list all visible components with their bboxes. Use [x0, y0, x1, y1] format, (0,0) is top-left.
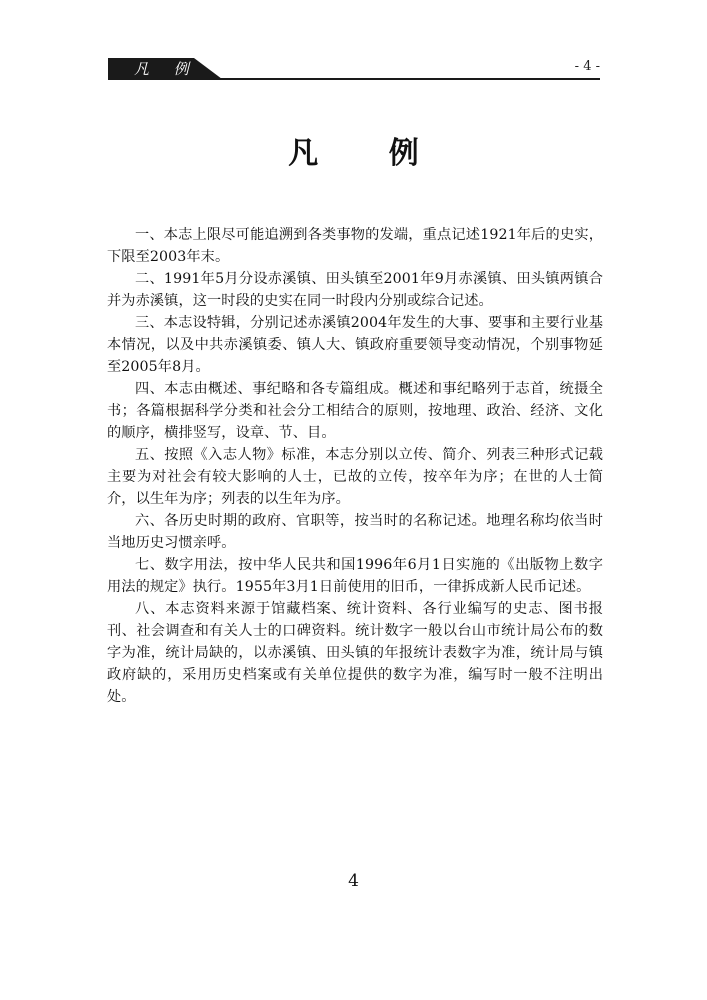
page-title: 凡 例: [288, 136, 449, 171]
header-section-label: 凡 例: [134, 60, 199, 78]
paragraph-8: 八、本志资料来源于馆藏档案、统计资料、各行业编写的史志、图书报刊、社会调查和有关人士的口碑资料。统计数字一般以台山市统计局公布的数字为准，统计局缺的，以赤溪镇、田头镇的年报统计表数字为准，统计局与镇政府缺的，采用历史档案或有关单位提供的数字为准，编写时一般不注明出处。: [107, 601, 603, 705]
paragraph-5: 五、按照《入志人物》标准，本志分别以立传、简介、列表三种形式记载主要为对社会有较大影响的人士，已故的立传，按卒年为序；在世的人士简介，以生年为序；列表的以生年为序。: [107, 447, 603, 507]
paragraph-2: 二、1991年5月分设赤溪镇、田头镇至2001年9月赤溪镇、田头镇两镇合并为赤溪镇，这一时段的史实在同一时段内分别或综合记述。: [107, 271, 603, 309]
running-header: [108, 58, 600, 80]
header-rule: [108, 78, 600, 80]
paragraph-6: 六、各历史时期的政府、官职等，按当时的名称记述。地理名称均依当时当地历史习惯亲呼。: [107, 513, 603, 551]
body-text: [107, 224, 603, 708]
paragraph-3: 三、本志设特辑，分别记述赤溪镇2004年发生的大事、要事和主要行业基本情况，以及中共赤溪镇委、镇人大、镇政府重要领导变动情况，个别事物延至2005年8月。: [107, 315, 603, 375]
paragraph-7: 七、数字用法，按中华人民共和国1996年6月1日实施的《出版物上数字用法的规定》执行。1955年3月1日前使用的旧币，一律拆成新人民币记述。: [107, 557, 603, 595]
paragraph-4: 四、本志由概述、事纪略和各专篇组成。概述和事纪略列于志首，统摄全书；各篇根据科学分类和社会分工相结合的原则，按地理、政治、经济、文化的顺序，横排竖写，设章、节、目。: [107, 381, 603, 441]
paragraph-1: 一、本志上限尽可能追溯到各类事物的发端，重点记述1921年后的史实，下限至2003年末。: [107, 227, 603, 265]
footer-page-number: 4: [348, 871, 359, 891]
header-page-number: - 4 -: [574, 59, 600, 74]
